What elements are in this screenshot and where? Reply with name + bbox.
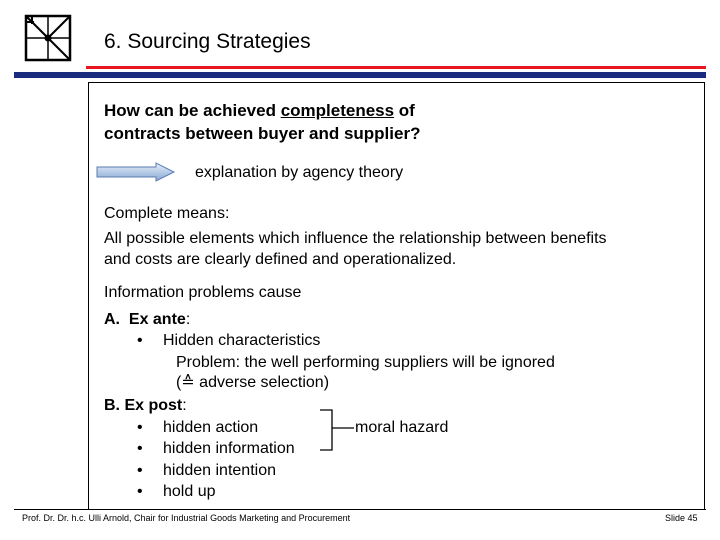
ex-post-bullet-4 — [137, 481, 216, 503]
header-blue-divider — [14, 72, 706, 78]
ex-post-bullet-2 — [137, 438, 295, 460]
ex-post-suffix: : — [182, 397, 187, 414]
question-line-2: contracts between buyer and supplier? — [104, 124, 421, 143]
ex-post-letter: B. — [104, 397, 120, 414]
ex-post-label: Ex post — [124, 397, 183, 414]
header-red-divider — [86, 66, 706, 69]
right-brace-icon — [318, 408, 358, 452]
bullet-icon: • — [137, 332, 143, 349]
slide-number: Slide 45 — [665, 513, 698, 523]
bullet-icon: • — [137, 440, 143, 457]
slide-title: 6. Sourcing Strategies — [104, 30, 311, 53]
question-pre: How can be achieved — [104, 101, 281, 120]
ex-ante-suffix: : — [185, 311, 191, 328]
bullet-icon: • — [137, 483, 143, 500]
ex-post-bullet-3 — [137, 460, 276, 482]
ex-ante-bullet-text: Hidden characteristics — [163, 332, 321, 349]
chair-logo-icon — [24, 14, 72, 62]
complete-line-2: and costs are clearly defined and operationalized. — [104, 251, 457, 268]
info-heading: Information problems cause — [104, 284, 302, 301]
ex-ante-label: Ex ante — [128, 311, 186, 328]
ex-post-bullet-text: hold up — [163, 483, 216, 500]
bullet-icon: • — [137, 419, 143, 436]
footer-divider — [14, 509, 706, 510]
ex-post-bullet-text: hidden action — [163, 419, 259, 436]
question-emphasis: completeness — [280, 101, 395, 120]
ex-ante-bullet — [137, 330, 320, 352]
question-line-1 — [104, 99, 415, 122]
right-arrow-icon — [96, 162, 176, 182]
bullet-icon: • — [137, 462, 143, 479]
complete-heading: Complete means: — [104, 205, 230, 222]
arrow-label: explanation by agency theory — [195, 164, 404, 181]
complete-line-1: All possible elements which influence the relationship between benefits — [104, 230, 607, 247]
ex-ante-letter: A. — [104, 311, 120, 328]
ex-post-bullet-1 — [137, 417, 258, 439]
footer-author: Prof. Dr. Dr. h.c. Ulli Arnold, Chair for Industrial Goods Marketing and Procurement — [22, 513, 351, 523]
ex-post-heading — [104, 395, 187, 417]
ex-post-bullet-text: hidden information — [163, 440, 295, 457]
question-post: of — [394, 101, 415, 120]
ex-post-bullet-text: hidden intention — [163, 462, 276, 479]
ex-ante-problem: Problem: the well performing suppliers will be ignored — [176, 354, 555, 371]
ex-ante-heading — [104, 309, 190, 331]
moral-hazard-label: moral hazard — [355, 419, 449, 436]
ex-ante-paren: (≙ adverse selection) — [176, 374, 330, 391]
